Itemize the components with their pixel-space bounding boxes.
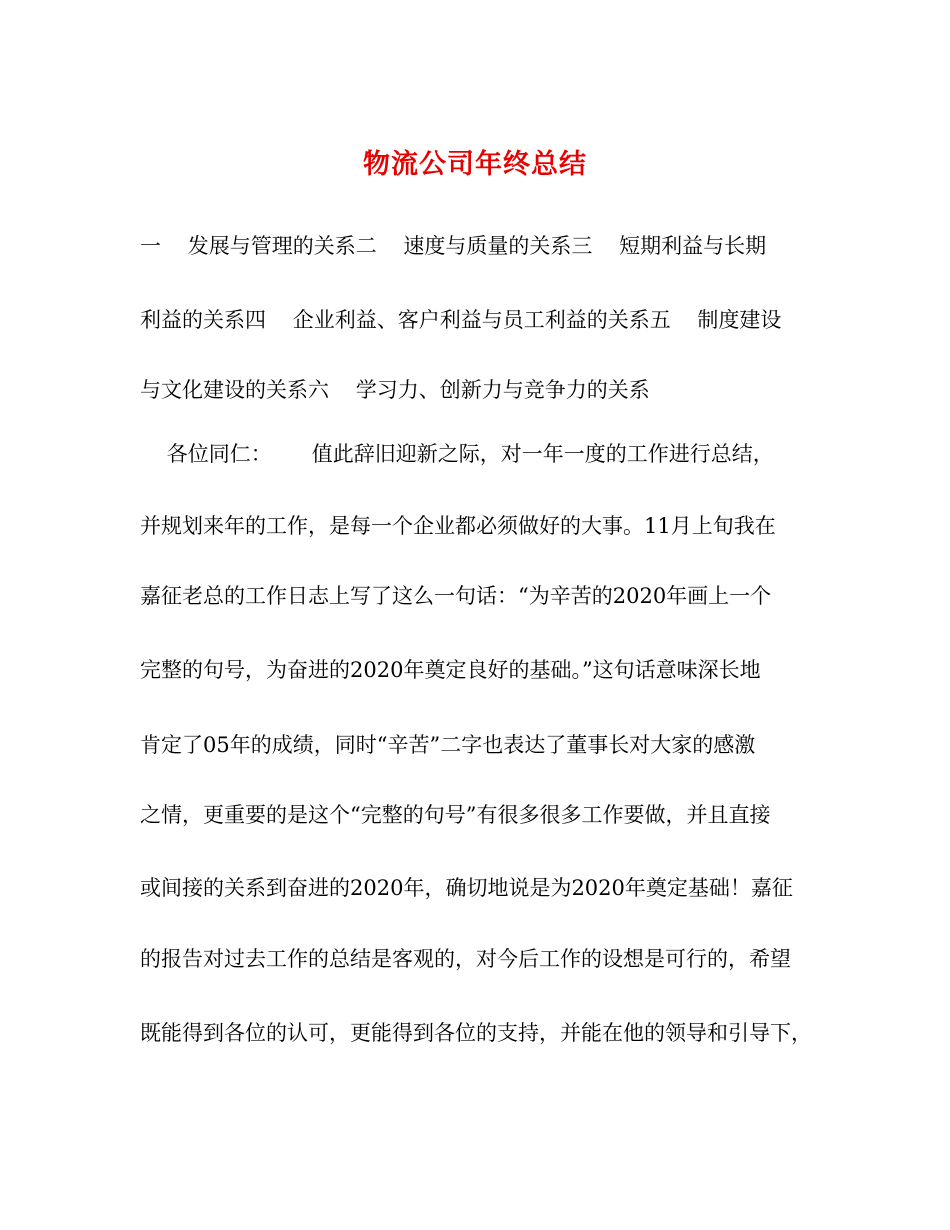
text-line: 完整的句号，为奋进的2020年奠定良好的基础。”这句话意味深长地 [140,658,761,682]
text-line: 并规划来年的工作，是每一个企业都必须做好的大事。11月上旬我在 [140,514,776,538]
text-line: 利益的关系四 企业利益、客户利益与员工利益的关系五 制度建设 [140,308,782,332]
text-line: 与文化建设的关系六 学习力、创新力与竞争力的关系 [140,378,650,402]
document-title: 物流公司年终总结 [363,149,587,180]
text-line: 或间接的关系到奋进的2020年，确切地说是为2020年奠定基础！嘉征 [140,876,793,900]
text-line: 一 发展与管理的关系二 速度与质量的关系三 短期利益与长期 [140,234,767,258]
text-line: 既能得到各位的认可，更能得到各位的支持，并能在他的领导和引导下， [140,1021,812,1045]
text-line: 各位同仁： 值此辞旧迎新之际，对一年一度的工作进行总结， [140,442,774,466]
text-line: 的报告对过去工作的总结是客观的，对今后工作的设想是可行的，希望 [140,947,791,971]
text-line: 肯定了05年的成绩，同时“辛苦”二字也表达了董事长对大家的感激 [140,733,756,757]
text-line: 之情，更重要的是这个“完整的句号”有很多很多工作要做，并且直接 [140,803,771,827]
text-line: 嘉征老总的工作日志上写了这么一句话：“为辛苦的2020年画上一个 [140,584,772,608]
